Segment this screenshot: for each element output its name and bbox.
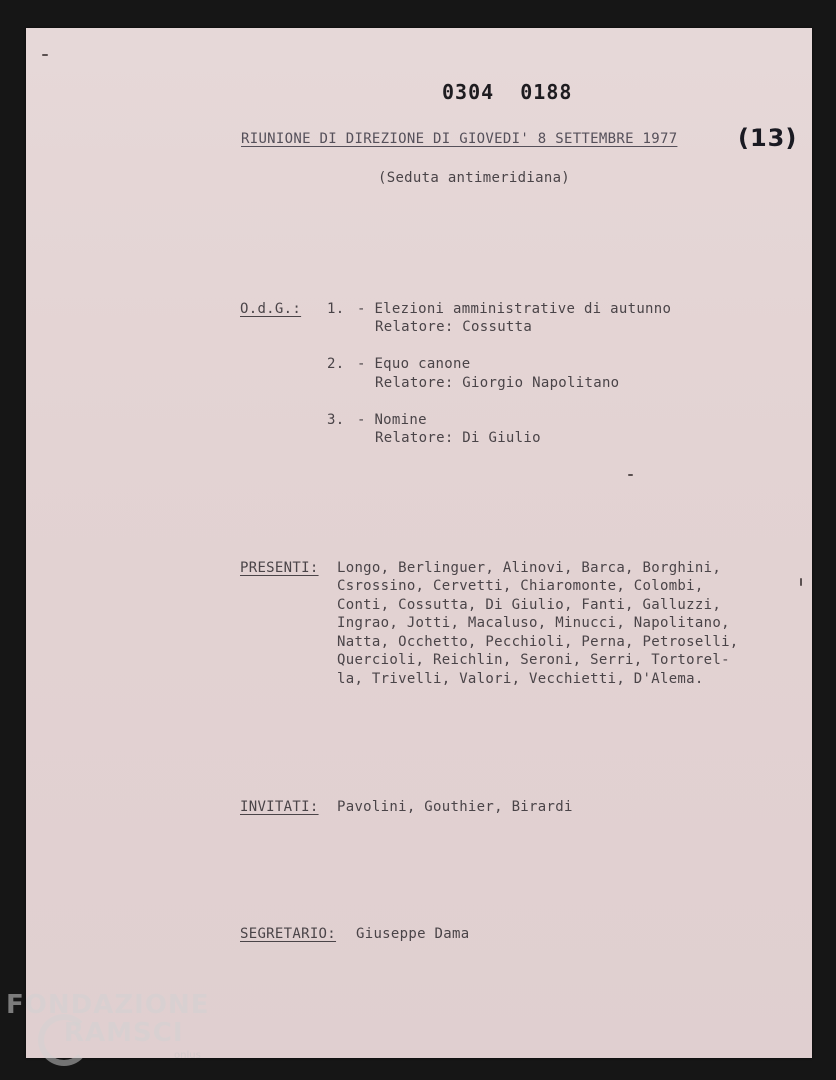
present-line: Natta, Occhetto, Pecchioli, Perna, Petroselli, [337, 634, 739, 650]
fondazione-gramsci-logo [6, 990, 226, 1070]
agenda-item-topic: - Nomine [357, 412, 427, 428]
agenda-item-topic: - Elezioni amministrative di autunno [357, 301, 672, 317]
invited-value: Pavolini, Gouthier, Birardi [337, 799, 573, 815]
agenda-item-number: 2. [327, 356, 345, 372]
agenda-item-rapporteur: Relatore: Cossutta [375, 319, 533, 335]
agenda-label: O.d.G.: [240, 301, 302, 317]
agenda-item-number: 1. [327, 301, 345, 317]
meeting-title: RIUNIONE DI DIREZIONE DI GIOVEDI' 8 SETTEMBRE 1977 [241, 131, 678, 147]
scan-mark [628, 474, 633, 476]
secretary-label: SEGRETARIO: [240, 926, 337, 942]
present-line: Conti, Cossutta, Di Giulio, Fanti, Galluzzi, [337, 597, 722, 613]
logo-suffix: onlus [174, 1050, 201, 1061]
scan-mark [42, 54, 48, 56]
present-line: Quercioli, Reichlin, Seroni, Serri, Tortorel- [337, 652, 730, 668]
present-label: PRESENTI: [240, 560, 319, 576]
scan-mark [800, 578, 802, 586]
present-line: Longo, Berlinguer, Alinovi, Barca, Borghini, [337, 560, 722, 576]
present-line: la, Trivelli, Valori, Vecchietti, D'Alema. [337, 671, 704, 687]
agenda-item-rapporteur: Relatore: Di Giulio [375, 430, 541, 446]
logo-text-line2: RAMSCI [64, 1018, 184, 1048]
logo-text-line1: FONDAZIONE [6, 990, 210, 1020]
document-number: 0304 0188 [442, 80, 573, 104]
present-line: Ingrao, Jotti, Macaluso, Minucci, Napolitano, [337, 615, 730, 631]
present-line: Csrossino, Cervetti, Chiaromonte, Colombi, [337, 578, 704, 594]
agenda-item-rapporteur: Relatore: Giorgio Napolitano [375, 375, 620, 391]
handwritten-page-number: (13) [738, 124, 798, 152]
agenda-item-number: 3. [327, 412, 345, 428]
session-subtitle: (Seduta antimeridiana) [378, 170, 571, 186]
agenda-item-topic: - Equo canone [357, 356, 471, 372]
invited-label: INVITATI: [240, 799, 319, 815]
secretary-value: Giuseppe Dama [356, 926, 470, 942]
